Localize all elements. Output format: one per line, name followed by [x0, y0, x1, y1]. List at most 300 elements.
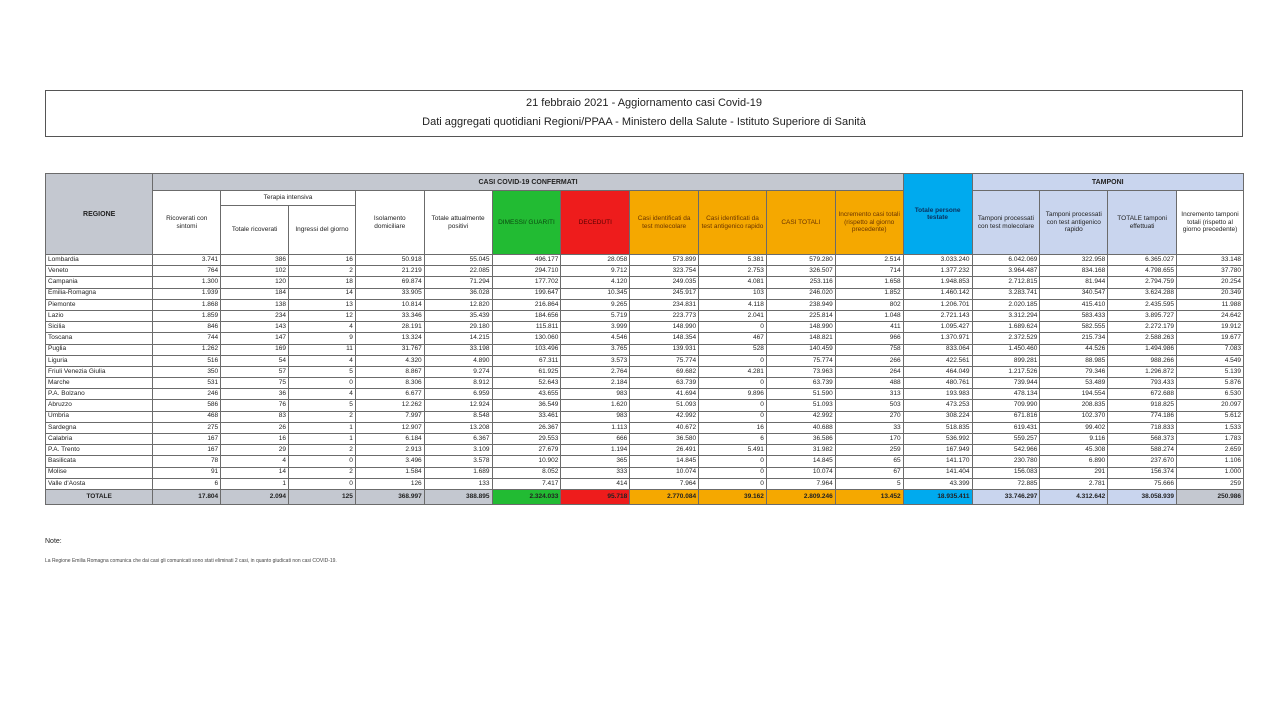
value-cell: 983 [561, 389, 630, 400]
total-value-cell: 388.895 [424, 489, 492, 504]
value-cell: 583.433 [1040, 310, 1108, 321]
total-value-cell: 2.094 [221, 489, 289, 504]
value-cell: 6.042.069 [972, 255, 1040, 266]
table-row [46, 310, 1244, 321]
value-cell: 10.074 [630, 467, 699, 478]
value-cell: 9.116 [1040, 434, 1108, 445]
value-cell: 340.547 [1040, 288, 1108, 299]
value-cell: 43.655 [492, 389, 561, 400]
value-cell: 167 [153, 445, 221, 456]
value-cell: 31.767 [355, 344, 424, 355]
value-cell: 51.093 [766, 400, 835, 411]
value-cell: 2.588.263 [1108, 333, 1177, 344]
table-body [46, 255, 1244, 505]
value-cell: 21.219 [355, 266, 424, 277]
value-cell: 75.666 [1108, 478, 1177, 489]
header-molecolari: Casi identificati da test molecolare [630, 191, 699, 255]
region-name-cell: Piemonte [46, 299, 153, 310]
report-subtitle: Dati aggregati quotidiani Regioni/PPAA - Ministero della Salute - Istituto Superiore di Sanità [422, 116, 866, 128]
value-cell: 478.134 [972, 389, 1040, 400]
table-row [46, 456, 1244, 467]
value-cell: 323.754 [630, 266, 699, 277]
value-cell: 672.688 [1108, 389, 1177, 400]
value-cell: 2 [289, 445, 356, 456]
region-name-cell: Molise [46, 467, 153, 478]
value-cell: 666 [561, 434, 630, 445]
value-cell: 422.561 [903, 355, 972, 366]
value-cell: 12.924 [424, 400, 492, 411]
header-tamponi: TAMPONI [972, 174, 1244, 191]
value-cell: 148.990 [630, 322, 699, 333]
value-cell: 75.774 [766, 355, 835, 366]
value-cell: 1.859 [153, 310, 221, 321]
value-cell: 72.885 [972, 478, 1040, 489]
value-cell: 1.494.986 [1108, 344, 1177, 355]
value-cell: 54 [221, 355, 289, 366]
header-ingressi: Ingressi del giorno [289, 206, 356, 255]
value-cell: 3.312.294 [972, 310, 1040, 321]
value-cell: 5.876 [1177, 378, 1244, 389]
value-cell: 6.959 [424, 389, 492, 400]
value-cell: 1.852 [835, 288, 903, 299]
value-cell: 2.372.529 [972, 333, 1040, 344]
total-row [46, 489, 1244, 504]
table-row [46, 255, 1244, 266]
value-cell: 2 [289, 467, 356, 478]
value-cell: 167 [153, 434, 221, 445]
value-cell: 41.694 [630, 389, 699, 400]
value-cell: 739.944 [972, 378, 1040, 389]
covid-cases-table [45, 173, 1244, 505]
value-cell: 225.814 [766, 310, 835, 321]
value-cell: 37.780 [1177, 266, 1244, 277]
total-value-cell: 18.935.411 [903, 489, 972, 504]
value-cell: 531 [153, 378, 221, 389]
value-cell: 13 [289, 299, 356, 310]
value-cell: 1.450.460 [972, 344, 1040, 355]
value-cell: 67.311 [492, 355, 561, 366]
region-name-cell: Umbria [46, 411, 153, 422]
value-cell: 983 [561, 411, 630, 422]
value-cell: 275 [153, 422, 221, 433]
value-cell: 10.902 [492, 456, 561, 467]
total-value-cell: 2.809.246 [766, 489, 835, 504]
value-cell: 71.294 [424, 277, 492, 288]
table-row [46, 288, 1244, 299]
value-cell: 16 [289, 255, 356, 266]
value-cell: 3.033.240 [903, 255, 972, 266]
value-cell: 9 [289, 333, 356, 344]
value-cell: 264 [835, 366, 903, 377]
total-value-cell: 368.997 [355, 489, 424, 504]
value-cell: 184 [221, 288, 289, 299]
value-cell: 20.349 [1177, 288, 1244, 299]
value-cell: 1.948.853 [903, 277, 972, 288]
value-cell: 0 [699, 478, 767, 489]
value-cell: 802 [835, 299, 903, 310]
value-cell: 67 [835, 467, 903, 478]
value-cell: 1.584 [355, 467, 424, 478]
value-cell: 586 [153, 400, 221, 411]
value-cell: 28.058 [561, 255, 630, 266]
value-cell: 36 [221, 389, 289, 400]
total-value-cell: 2.324.033 [492, 489, 561, 504]
table-row [46, 478, 1244, 489]
value-cell: 2.913 [355, 445, 424, 456]
value-cell: 4.890 [424, 355, 492, 366]
value-cell: 9.896 [699, 389, 767, 400]
value-cell: 259 [1177, 478, 1244, 489]
value-cell: 573.899 [630, 255, 699, 266]
table-row [46, 400, 1244, 411]
value-cell: 26.367 [492, 422, 561, 433]
value-cell: 12.907 [355, 422, 424, 433]
value-cell: 0 [289, 456, 356, 467]
value-cell: 0 [699, 456, 767, 467]
value-cell: 12.262 [355, 400, 424, 411]
table-row [46, 467, 1244, 478]
total-value-cell: 95.718 [561, 489, 630, 504]
value-cell: 29.180 [424, 322, 492, 333]
value-cell: 170 [835, 434, 903, 445]
value-cell: 79.346 [1040, 366, 1108, 377]
value-cell: 5 [289, 366, 356, 377]
value-cell: 33.461 [492, 411, 561, 422]
value-cell: 833.064 [903, 344, 972, 355]
value-cell: 36.580 [630, 434, 699, 445]
value-cell: 559.257 [972, 434, 1040, 445]
value-cell: 1.370.971 [903, 333, 972, 344]
value-cell: 14.215 [424, 333, 492, 344]
value-cell: 386 [221, 255, 289, 266]
value-cell: 33.198 [424, 344, 492, 355]
value-cell: 2 [289, 411, 356, 422]
value-cell: 51.590 [766, 389, 835, 400]
value-cell: 473.253 [903, 400, 972, 411]
value-cell: 10.814 [355, 299, 424, 310]
value-cell: 4.549 [1177, 355, 1244, 366]
value-cell: 40.672 [630, 422, 699, 433]
value-cell: 2.712.815 [972, 277, 1040, 288]
value-cell: 1.262 [153, 344, 221, 355]
header-casi-totali: CASI TOTALI [766, 191, 835, 255]
value-cell: 167.949 [903, 445, 972, 456]
value-cell: 3.765 [561, 344, 630, 355]
value-cell: 24.642 [1177, 310, 1244, 321]
value-cell: 9.274 [424, 366, 492, 377]
value-cell: 1.533 [1177, 422, 1244, 433]
value-cell: 714 [835, 266, 903, 277]
value-cell: 1.095.427 [903, 322, 972, 333]
value-cell: 14.845 [630, 456, 699, 467]
value-cell: 20.254 [1177, 277, 1244, 288]
value-cell: 918.825 [1108, 400, 1177, 411]
value-cell: 718.833 [1108, 422, 1177, 433]
value-cell: 588.274 [1108, 445, 1177, 456]
value-cell: 1.217.526 [972, 366, 1040, 377]
value-cell: 26.491 [630, 445, 699, 456]
value-cell: 1.300 [153, 277, 221, 288]
value-cell: 5.719 [561, 310, 630, 321]
value-cell: 579.280 [766, 255, 835, 266]
value-cell: 35.439 [424, 310, 492, 321]
value-cell: 1.206.701 [903, 299, 972, 310]
value-cell: 126 [355, 478, 424, 489]
value-cell: 52.643 [492, 378, 561, 389]
value-cell: 468 [153, 411, 221, 422]
value-cell: 230.780 [972, 456, 1040, 467]
header-isolamento: Isolamento domiciliare [355, 191, 424, 255]
value-cell: 899.281 [972, 355, 1040, 366]
table-row [46, 389, 1244, 400]
value-cell: 120 [221, 277, 289, 288]
value-cell: 2.781 [1040, 478, 1108, 489]
value-cell: 143 [221, 322, 289, 333]
value-cell: 16 [221, 434, 289, 445]
region-name-cell: Emilia-Romagna [46, 288, 153, 299]
value-cell: 582.555 [1040, 322, 1108, 333]
total-value-cell: 125 [289, 489, 356, 504]
value-cell: 709.990 [972, 400, 1040, 411]
value-cell: 8.912 [424, 378, 492, 389]
value-cell: 215.734 [1040, 333, 1108, 344]
header-positivi: Totale attualmente positivi [424, 191, 492, 255]
value-cell: 29 [221, 445, 289, 456]
value-cell: 216.864 [492, 299, 561, 310]
value-cell: 27.679 [492, 445, 561, 456]
total-value-cell: 38.058.939 [1108, 489, 1177, 504]
value-cell: 5 [835, 478, 903, 489]
value-cell: 326.507 [766, 266, 835, 277]
value-cell: 7.417 [492, 478, 561, 489]
value-cell: 12.820 [424, 299, 492, 310]
value-cell: 3.999 [561, 322, 630, 333]
value-cell: 1 [289, 422, 356, 433]
table-row [46, 445, 1244, 456]
value-cell: 65 [835, 456, 903, 467]
region-name-cell: Sardegna [46, 422, 153, 433]
value-cell: 4.081 [699, 277, 767, 288]
value-cell: 6 [153, 478, 221, 489]
value-cell: 9.265 [561, 299, 630, 310]
value-cell: 18 [289, 277, 356, 288]
value-cell: 10.345 [561, 288, 630, 299]
total-value-cell: 250.986 [1177, 489, 1244, 504]
value-cell: 11 [289, 344, 356, 355]
value-cell: 102.370 [1040, 411, 1108, 422]
value-cell: 4.798.655 [1108, 266, 1177, 277]
value-cell: 4 [221, 456, 289, 467]
value-cell: 13.324 [355, 333, 424, 344]
header-totale-ricoverati: Totale ricoverati [221, 206, 289, 255]
region-name-cell: P.A. Trento [46, 445, 153, 456]
value-cell: 291 [1040, 467, 1108, 478]
region-name-cell: Campania [46, 277, 153, 288]
value-cell: 40.688 [766, 422, 835, 433]
value-cell: 1.377.232 [903, 266, 972, 277]
value-cell: 542.966 [972, 445, 1040, 456]
value-cell: 130.060 [492, 333, 561, 344]
report-title-box [45, 90, 1243, 137]
header-tamponi-incremento: Incremento tamponi totali (rispetto al giorno precedente) [1177, 191, 1244, 255]
value-cell: 4 [289, 322, 356, 333]
value-cell: 91 [153, 467, 221, 478]
value-cell: 3.578 [424, 456, 492, 467]
value-cell: 528 [699, 344, 767, 355]
value-cell: 14 [289, 288, 356, 299]
value-cell: 29.553 [492, 434, 561, 445]
value-cell: 2.764 [561, 366, 630, 377]
value-cell: 75.774 [630, 355, 699, 366]
value-cell: 671.816 [972, 411, 1040, 422]
value-cell: 1.620 [561, 400, 630, 411]
value-cell: 6.890 [1040, 456, 1108, 467]
value-cell: 69.874 [355, 277, 424, 288]
value-cell: 2.041 [699, 310, 767, 321]
value-cell: 2.020.185 [972, 299, 1040, 310]
total-value-cell: 17.804 [153, 489, 221, 504]
value-cell: 5.612 [1177, 411, 1244, 422]
value-cell: 2 [289, 266, 356, 277]
value-cell: 744 [153, 333, 221, 344]
value-cell: 51.093 [630, 400, 699, 411]
value-cell: 518.835 [903, 422, 972, 433]
total-value-cell: 39.162 [699, 489, 767, 504]
value-cell: 1.868 [153, 299, 221, 310]
region-name-cell: Valle d'Aosta [46, 478, 153, 489]
value-cell: 4.118 [699, 299, 767, 310]
value-cell: 33.148 [1177, 255, 1244, 266]
header-regione: REGIONE [46, 174, 153, 255]
value-cell: 0 [699, 467, 767, 478]
value-cell: 3.109 [424, 445, 492, 456]
region-name-cell: Lombardia [46, 255, 153, 266]
value-cell: 6.530 [1177, 389, 1244, 400]
value-cell: 78 [153, 456, 221, 467]
value-cell: 7.083 [1177, 344, 1244, 355]
value-cell: 238.949 [766, 299, 835, 310]
value-cell: 14 [221, 467, 289, 478]
value-cell: 4.281 [699, 366, 767, 377]
value-cell: 516 [153, 355, 221, 366]
value-cell: 57 [221, 366, 289, 377]
value-cell: 83 [221, 411, 289, 422]
value-cell: 6 [699, 434, 767, 445]
note-label: Note: [45, 538, 62, 545]
region-name-cell: Toscana [46, 333, 153, 344]
value-cell: 223.773 [630, 310, 699, 321]
value-cell: 411 [835, 322, 903, 333]
value-cell: 169 [221, 344, 289, 355]
value-cell: 966 [835, 333, 903, 344]
value-cell: 1.000 [1177, 467, 1244, 478]
value-cell: 199.647 [492, 288, 561, 299]
value-cell: 1.113 [561, 422, 630, 433]
value-cell: 536.992 [903, 434, 972, 445]
value-cell: 496.177 [492, 255, 561, 266]
value-cell: 69.682 [630, 366, 699, 377]
value-cell: 20.097 [1177, 400, 1244, 411]
value-cell: 259 [835, 445, 903, 456]
total-value-cell: 13.452 [835, 489, 903, 504]
value-cell: 834.168 [1040, 266, 1108, 277]
value-cell: 3.283.741 [972, 288, 1040, 299]
value-cell: 350 [153, 366, 221, 377]
header-persone-testate: Totale persone testate [903, 174, 972, 255]
header-deceduti: DECEDUTI [561, 191, 630, 255]
header-tamponi-molecolare: Tamponi processati con test molecolare [972, 191, 1040, 255]
header-dimessi: DIMESSI/ GUARITI [492, 191, 561, 255]
value-cell: 8.548 [424, 411, 492, 422]
value-cell: 764 [153, 266, 221, 277]
value-cell: 36.549 [492, 400, 561, 411]
value-cell: 7.964 [630, 478, 699, 489]
value-cell: 102 [221, 266, 289, 277]
value-cell: 99.402 [1040, 422, 1108, 433]
value-cell: 138 [221, 299, 289, 310]
value-cell: 53.489 [1040, 378, 1108, 389]
value-cell: 234 [221, 310, 289, 321]
value-cell: 10.074 [766, 467, 835, 478]
value-cell: 2.753 [699, 266, 767, 277]
value-cell: 568.373 [1108, 434, 1177, 445]
value-cell: 81.944 [1040, 277, 1108, 288]
table-row [46, 355, 1244, 366]
value-cell: 43.399 [903, 478, 972, 489]
value-cell: 503 [835, 400, 903, 411]
value-cell: 2.721.143 [903, 310, 972, 321]
value-cell: 365 [561, 456, 630, 467]
value-cell: 2.184 [561, 378, 630, 389]
table-row [46, 411, 1244, 422]
value-cell: 14.845 [766, 456, 835, 467]
value-cell: 22.085 [424, 266, 492, 277]
value-cell: 0 [289, 378, 356, 389]
value-cell: 5.491 [699, 445, 767, 456]
value-cell: 3.573 [561, 355, 630, 366]
header-incremento: Incremento casi totali (rispetto al giorno precedente) [835, 191, 903, 255]
value-cell: 253.116 [766, 277, 835, 288]
report-title: 21 febbraio 2021 - Aggiornamento casi Covid-19 [525, 97, 763, 109]
region-name-cell: Abruzzo [46, 400, 153, 411]
value-cell: 4.120 [561, 277, 630, 288]
value-cell: 193.983 [903, 389, 972, 400]
value-cell: 61.925 [492, 366, 561, 377]
header-tamponi-totale: TOTALE tamponi effettuati [1108, 191, 1177, 255]
value-cell: 6.367 [424, 434, 492, 445]
value-cell: 177.702 [492, 277, 561, 288]
value-cell: 2.659 [1177, 445, 1244, 456]
value-cell: 7.997 [355, 411, 424, 422]
value-cell: 488 [835, 378, 903, 389]
value-cell: 156.083 [972, 467, 1040, 478]
value-cell: 4 [289, 389, 356, 400]
value-cell: 846 [153, 322, 221, 333]
value-cell: 194.554 [1040, 389, 1108, 400]
value-cell: 1.460.142 [903, 288, 972, 299]
total-value-cell: 4.312.642 [1040, 489, 1108, 504]
value-cell: 156.374 [1108, 467, 1177, 478]
value-cell: 63.739 [766, 378, 835, 389]
value-cell: 103 [699, 288, 767, 299]
value-cell: 11.988 [1177, 299, 1244, 310]
value-cell: 76 [221, 400, 289, 411]
total-value-cell: 33.746.297 [972, 489, 1040, 504]
value-cell: 16 [699, 422, 767, 433]
value-cell: 55.045 [424, 255, 492, 266]
value-cell: 42.992 [766, 411, 835, 422]
value-cell: 333 [561, 467, 630, 478]
